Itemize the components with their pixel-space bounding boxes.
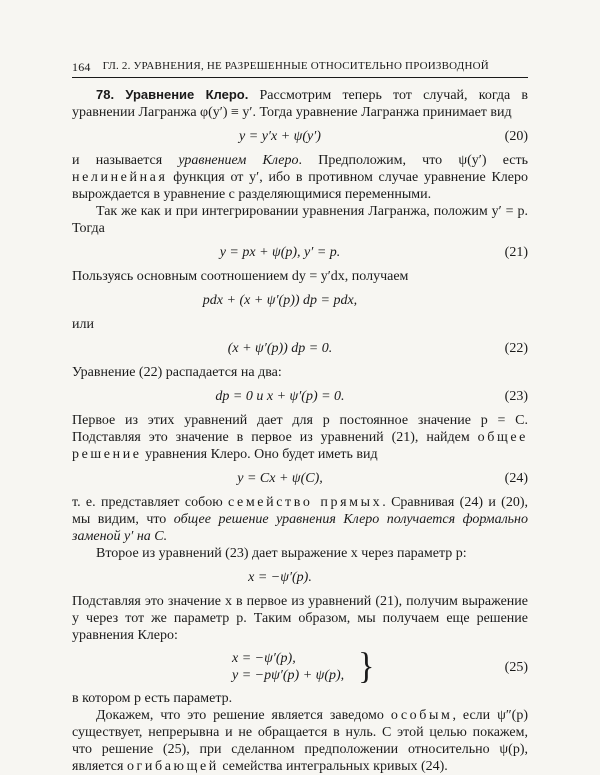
equation-21-number: (21) bbox=[504, 245, 528, 260]
intro-text: Рассмотрим теперь тот случай, когда в уравнении Лагранжа φ(y′) ≡ y′. Тогда уравнение Лагранжа принимает вид bbox=[72, 88, 528, 120]
text-run: Первое из этих уравнений дает для p постоянное значение p = C. Подставляя это значение в первое из уравнений (21), найдем bbox=[72, 413, 528, 445]
running-header bbox=[72, 60, 528, 78]
equation-25 bbox=[72, 646, 528, 687]
equation-24-number: (24) bbox=[504, 471, 528, 486]
spaced-run: общее решение bbox=[72, 430, 528, 462]
equation-24 bbox=[72, 470, 528, 487]
spaced-run: семейство прямых bbox=[228, 495, 383, 510]
equation-23-body: dp = 0 и x + ψ′(p) = 0. bbox=[215, 389, 345, 404]
text-run: , если ψ″(p) существует, непрерывна и не обращается в нуль. С этой целью покажем, что решение (25), при сделанном предположении относительно ψ(p), является bbox=[72, 708, 528, 774]
emphasis-run: уравнением Клеро bbox=[178, 153, 299, 168]
paragraph-clairaut-def bbox=[72, 152, 528, 203]
equation-22-body: (x + ψ′(p)) dp = 0. bbox=[227, 341, 333, 356]
equation-23 bbox=[72, 388, 528, 405]
equation-23-number: (23) bbox=[504, 389, 528, 404]
emphasis-run: общее решение уравнения Клеро получается формально заменой y′ на C. bbox=[72, 512, 528, 544]
section-heading: 78. Уравнение Клеро. bbox=[96, 87, 249, 102]
equation-25-system bbox=[232, 650, 344, 684]
paragraph-family-lines bbox=[72, 494, 528, 545]
text-run: . Предположим, что ψ(y′) есть bbox=[298, 153, 528, 168]
equation-25-line-1: x = −ψ′(p), bbox=[232, 651, 296, 666]
text-run: Докажем, что это решение является заведомо bbox=[96, 708, 391, 723]
paragraph-substitution: Так же как и при интегрировании уравнения Лагранжа, положим y′ = p. Тогда bbox=[72, 204, 528, 236]
paragraph-second-equation: Второе из уравнений (23) дает выражение x через параметр p: bbox=[96, 546, 467, 561]
text-run: семейства интегральных кривых (24). bbox=[218, 759, 448, 774]
paragraph-singular bbox=[72, 707, 528, 775]
spaced-run: огибающей bbox=[126, 759, 219, 774]
text-run: и называется bbox=[72, 153, 179, 168]
paragraph-intro bbox=[72, 86, 528, 121]
page-body bbox=[72, 86, 528, 775]
paragraph-splits: Уравнение (22) распадается на два: bbox=[72, 365, 282, 380]
equation-22 bbox=[72, 340, 528, 357]
paragraph-parameter: в котором p есть параметр. bbox=[72, 691, 233, 706]
text-run: т. е. представляет собою bbox=[72, 495, 229, 510]
text-run: уравнения Клеро. Оно будет иметь вид bbox=[141, 447, 378, 462]
equation-22-number: (22) bbox=[504, 341, 528, 356]
paragraph-general-solution bbox=[72, 412, 528, 463]
equation-25-line-2: y = −pψ′(p) + ψ(p), bbox=[232, 668, 345, 683]
equation-pdx-body: pdx + (x + ψ′(p)) dp = pdx, bbox=[202, 293, 358, 308]
paragraph-relation: Пользуясь основным соотношением dy = y′dx, получаем bbox=[72, 269, 409, 284]
spaced-run: особым bbox=[390, 708, 453, 723]
equation-x bbox=[72, 569, 528, 586]
equation-20-body: y = y′x + ψ(y′) bbox=[239, 129, 321, 144]
or-word: или bbox=[72, 317, 94, 332]
text-run: функция от y′, ибо в противном случае уравнение Клеро вырождается в уравнение с разделяющимися переменными. bbox=[72, 170, 528, 202]
equation-x-body: x = −ψ′(p). bbox=[248, 570, 312, 585]
page-number: 164 bbox=[72, 60, 91, 74]
equation-21-body: y = px + ψ(p), y′ = p. bbox=[219, 245, 341, 260]
text-run: . Сравнивая (24) и (20), мы видим, что bbox=[72, 495, 529, 527]
paragraph-substituting: Подставляя это значение x в первое из уравнений (21), получим выражение y через тот же параметр p. Таким образом, мы получаем еще решение уравнения Клеро: bbox=[72, 594, 528, 643]
spaced-run: нелинейная bbox=[72, 170, 168, 185]
equation-pdx bbox=[72, 292, 528, 309]
equation-25-number: (25) bbox=[504, 659, 528, 675]
right-brace: } bbox=[358, 646, 375, 687]
equation-21 bbox=[72, 244, 528, 261]
equation-20 bbox=[72, 128, 528, 145]
equation-20-number: (20) bbox=[504, 129, 528, 144]
chapter-title: ГЛ. 2. УРАВНЕНИЯ, НЕ РАЗРЕШЕННЫЕ ОТНОСИТЕЛЬНО ПРОИЗВОДНОЙ bbox=[102, 60, 489, 72]
equation-24-body: y = Cx + ψ(C), bbox=[237, 471, 323, 486]
